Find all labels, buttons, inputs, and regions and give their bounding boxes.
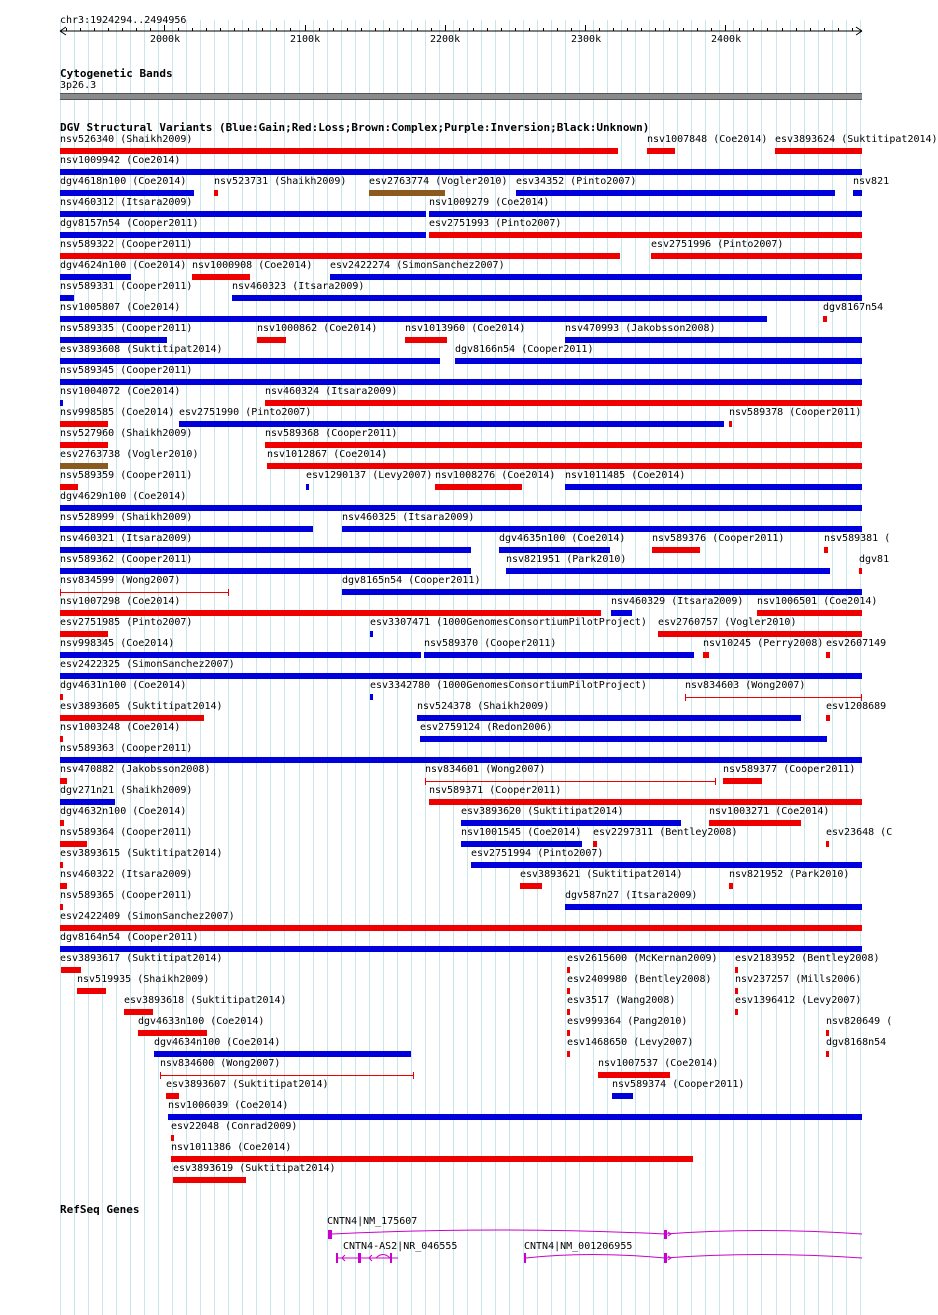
variant-label[interactable]: nsv589365 (Cooper2011): [60, 890, 193, 901]
variant-label[interactable]: esv3893619 (Suktitipat2014): [173, 1163, 336, 1174]
gene-model-cntn4-nm001206955: [524, 1253, 862, 1263]
variant-label[interactable]: esv2615600 (McKernan2009): [567, 953, 718, 964]
variant-bar-loss[interactable]: [60, 925, 862, 931]
variant-label[interactable]: nsv519935 (Shaikh2009): [77, 974, 210, 985]
variant-bar-loss[interactable]: [60, 631, 108, 637]
variant-label[interactable]: dgv4618n100 (Coe2014): [60, 176, 187, 187]
variant-label[interactable]: esv1468650 (Levy2007): [567, 1037, 694, 1048]
variant-label[interactable]: nsv237257 (Mills2006): [735, 974, 862, 985]
variant-bar-loss[interactable]: [138, 1030, 207, 1036]
variant-bar-gain[interactable]: [60, 757, 862, 763]
variant-bar-loss[interactable]: [723, 778, 762, 784]
variant-bar-loss[interactable]: [826, 1030, 829, 1036]
variant-bar-loss[interactable]: [60, 778, 67, 784]
variant-label[interactable]: esv2751990 (Pinto2007): [179, 407, 312, 418]
variant-label[interactable]: dgv8164n54 (Cooper2011): [60, 932, 199, 943]
variant-bar-loss[interactable]: [826, 715, 830, 721]
variant-label[interactable]: nsv460329 (Itsara2009): [611, 596, 744, 607]
variant-label[interactable]: esv999364 (Pang2010): [567, 1016, 688, 1027]
variant-bar-gain[interactable]: [342, 526, 862, 532]
variant-bar-gain[interactable]: [565, 337, 862, 343]
variant-label[interactable]: dgv8168n54: [826, 1037, 887, 1048]
variant-label[interactable]: nsv1007298 (Coe2014): [60, 596, 181, 607]
variant-bar-loss[interactable]: [265, 400, 862, 406]
variant-label[interactable]: nsv834603 (Wong2007): [685, 680, 806, 691]
variant-bar-loss[interactable]: [77, 988, 106, 994]
variant-bar-gain[interactable]: [429, 211, 862, 217]
variant-label[interactable]: nsv1011386 (Coe2014): [171, 1142, 292, 1153]
variant-label[interactable]: esv2759124 (Redon2006): [420, 722, 553, 733]
variant-bar-loss[interactable]: [567, 988, 570, 994]
variant-label[interactable]: nsv834600 (Wong2007): [160, 1058, 281, 1069]
variant-bar-loss[interactable]: [567, 967, 570, 973]
variant-label[interactable]: nsv834601 (Wong2007): [425, 764, 546, 775]
variant-bar-gain[interactable]: [471, 862, 862, 868]
variant-bar-loss[interactable]: [658, 631, 862, 637]
variant-bar-gain[interactable]: [60, 169, 862, 175]
variant-bar-loss[interactable]: [60, 253, 620, 259]
variant-bar-gain[interactable]: [455, 358, 862, 364]
variant-bar-loss[interactable]: [435, 484, 522, 490]
variant-bar-loss[interactable]: [859, 568, 862, 574]
variant-bar-gain[interactable]: [60, 652, 421, 658]
variant-label[interactable]: esv2409980 (Bentley2008): [567, 974, 712, 985]
variant-label[interactable]: dgv8157n54 (Cooper2011): [60, 218, 199, 229]
variant-bar-loss[interactable]: [60, 736, 63, 742]
variant-bar-loss[interactable]: [60, 610, 601, 616]
variant-bar-loss[interactable]: [826, 1051, 829, 1057]
variant-bar-loss-thin[interactable]: [160, 1075, 414, 1076]
variant-label[interactable]: nsv589374 (Cooper2011): [612, 1079, 745, 1090]
variant-bar-gain[interactable]: [853, 190, 862, 196]
variant-bar-loss[interactable]: [826, 652, 830, 658]
variant-label[interactable]: dgv4631n100 (Coe2014): [60, 680, 187, 691]
bar-cap-right: [228, 589, 229, 596]
variant-label[interactable]: nsv1008276 (Coe2014): [435, 470, 556, 481]
variant-label[interactable]: nsv524378 (Shaikh2009): [417, 701, 550, 712]
variant-label[interactable]: nsv821951 (Park2010): [506, 554, 627, 565]
variant-bar-loss[interactable]: [60, 820, 64, 826]
variant-label[interactable]: nsv1006039 (Coe2014): [168, 1100, 289, 1111]
variant-label[interactable]: esv2763738 (Vogler2010): [60, 449, 199, 460]
variant-label[interactable]: dgv8167n54: [823, 302, 884, 313]
variant-bar-gain[interactable]: [60, 337, 167, 343]
variant-bar-loss[interactable]: [60, 421, 108, 427]
variant-label[interactable]: esv23648 (C: [826, 827, 893, 838]
cyto-band-label: 3p26.3: [60, 80, 97, 91]
variant-bar-loss[interactable]: [567, 1051, 570, 1057]
variant-bar-complex[interactable]: [60, 463, 108, 469]
variant-bar-gain[interactable]: [60, 505, 862, 511]
variant-bar-loss[interactable]: [61, 967, 81, 973]
variant-label[interactable]: dgv8166n54 (Cooper2011): [455, 344, 594, 355]
variant-label[interactable]: esv1396412 (Levy2007): [735, 995, 862, 1006]
variant-label[interactable]: nsv821: [853, 176, 890, 187]
variant-bar-loss[interactable]: [652, 547, 700, 553]
variant-label[interactable]: esv2422409 (SimonSanchez2007): [60, 911, 235, 922]
variant-bar-loss[interactable]: [60, 715, 204, 721]
variant-bar-gain[interactable]: [60, 295, 74, 301]
variant-bar-gain[interactable]: [330, 274, 862, 280]
variant-bar-loss[interactable]: [824, 547, 828, 553]
bar-cap-right: [413, 1072, 414, 1079]
variant-bar-loss[interactable]: [265, 442, 862, 448]
variant-label[interactable]: nsv1003248 (Coe2014): [60, 722, 181, 733]
variant-label[interactable]: nsv460323 (Itsara2009): [232, 281, 365, 292]
variant-bar-gain[interactable]: [306, 484, 309, 490]
gene-model-cntn4-as2: [336, 1253, 398, 1263]
variant-label[interactable]: esv2607149: [826, 638, 887, 649]
variant-bar-loss[interactable]: [429, 232, 862, 238]
variant-label[interactable]: esv2422325 (SimonSanchez2007): [60, 659, 235, 670]
variant-label[interactable]: nsv523731 (Shaikh2009): [214, 176, 347, 187]
variant-label[interactable]: nsv589371 (Cooper2011): [429, 785, 562, 796]
variant-bar-loss[interactable]: [257, 337, 286, 343]
variant-bar-gain[interactable]: [420, 736, 827, 742]
variant-label[interactable]: dgv271n21 (Shaikh2009): [60, 785, 193, 796]
variant-label[interactable]: nsv527960 (Shaikh2009): [60, 428, 193, 439]
variant-label[interactable]: dgv81: [859, 554, 890, 565]
variant-label[interactable]: nsv1013960 (Coe2014): [405, 323, 526, 334]
variant-bar-loss[interactable]: [60, 484, 78, 490]
variant-label[interactable]: nsv589378 (Cooper2011): [729, 407, 862, 418]
variant-bar-loss[interactable]: [647, 148, 675, 154]
variant-bar-loss[interactable]: [171, 1135, 174, 1141]
variant-bar-loss[interactable]: [709, 820, 801, 826]
variant-label[interactable]: esv2751996 (Pinto2007): [651, 239, 784, 250]
gene-label-cntn4-nm175607[interactable]: CNTN4|NM_175607: [327, 1216, 418, 1227]
variant-bar-gain[interactable]: [424, 652, 694, 658]
variant-bar-loss[interactable]: [826, 841, 829, 847]
variant-bar-loss[interactable]: [124, 1009, 153, 1015]
variant-label[interactable]: dgv4629n100 (Coe2014): [60, 491, 187, 502]
variant-label[interactable]: nsv1012867 (Coe2014): [267, 449, 388, 460]
variant-label[interactable]: dgv8165n54 (Cooper2011): [342, 575, 481, 586]
variant-bar-gain[interactable]: [417, 715, 801, 721]
variant-bar-gain[interactable]: [154, 1051, 411, 1057]
variant-label[interactable]: esv3342780 (1000GenomesConsortiumPilotProject): [370, 680, 647, 691]
variant-label[interactable]: nsv10245 (Perry2008): [703, 638, 824, 649]
ruler-tick-2000k: 2000k: [150, 34, 181, 45]
variant-label[interactable]: nsv470993 (Jakobsson2008): [565, 323, 716, 334]
bar-cap-left: [60, 589, 61, 596]
variant-label[interactable]: esv2297311 (Bentley2008): [593, 827, 738, 838]
variant-label[interactable]: nsv589381 (: [824, 533, 891, 544]
variant-label[interactable]: nsv998585 (Coe2014): [60, 407, 175, 418]
bar-cap-left: [685, 694, 686, 701]
variant-label[interactable]: dgv4634n100 (Coe2014): [154, 1037, 281, 1048]
variant-bar-loss-thin[interactable]: [60, 592, 229, 593]
variant-label[interactable]: nsv526340 (Shaikh2009): [60, 134, 193, 145]
variant-bar-loss[interactable]: [729, 883, 733, 889]
gene-model-cntn4-nm175607: [328, 1230, 862, 1239]
variant-bar-gain[interactable]: [60, 673, 862, 679]
variant-bar-loss[interactable]: [651, 253, 862, 259]
variant-label[interactable]: esv3893618 (Suktitipat2014): [124, 995, 287, 1006]
variant-bar-loss[interactable]: [171, 1156, 693, 1162]
coords-label: chr3:1924294..2494956: [60, 15, 187, 26]
variant-bar-loss[interactable]: [60, 841, 87, 847]
variant-bar-loss[interactable]: [567, 1030, 570, 1036]
variant-bar-gain[interactable]: [60, 799, 115, 805]
variant-label[interactable]: nsv460325 (Itsara2009): [342, 512, 475, 523]
variant-bar-loss[interactable]: [214, 190, 218, 196]
variant-bar-gain[interactable]: [232, 295, 862, 301]
variant-bar-gain[interactable]: [461, 820, 681, 826]
variant-label[interactable]: nsv528999 (Shaikh2009): [60, 512, 193, 523]
variant-label[interactable]: nsv998345 (Coe2014): [60, 638, 175, 649]
variant-label[interactable]: nsv1007537 (Coe2014): [598, 1058, 719, 1069]
variant-bar-gain[interactable]: [60, 946, 862, 952]
variant-label[interactable]: nsv1005807 (Coe2014): [60, 302, 181, 313]
variant-bar-gain[interactable]: [168, 1114, 862, 1120]
variant-label[interactable]: esv2751993 (Pinto2007): [429, 218, 562, 229]
variant-bar-loss[interactable]: [735, 967, 738, 973]
variant-label[interactable]: esv2183952 (Bentley2008): [735, 953, 880, 964]
variant-bar-gain[interactable]: [565, 904, 862, 910]
variant-bar-gain[interactable]: [60, 190, 194, 196]
variant-label[interactable]: nsv589331 (Cooper2011): [60, 281, 193, 292]
variant-bar-gain[interactable]: [612, 1093, 633, 1099]
variant-label[interactable]: nsv834599 (Wong2007): [60, 575, 181, 586]
variant-label[interactable]: esv1290137 (Levy2007): [306, 470, 433, 481]
variant-label[interactable]: esv3893621 (Suktitipat2014): [520, 869, 683, 880]
variant-label[interactable]: nsv470882 (Jakobsson2008): [60, 764, 211, 775]
variant-label[interactable]: nsv589363 (Cooper2011): [60, 743, 193, 754]
variant-label[interactable]: esv3307471 (1000GenomesConsortiumPilotProject): [370, 617, 647, 628]
variant-bar-gain[interactable]: [60, 274, 131, 280]
variant-bar-gain[interactable]: [370, 631, 373, 637]
variant-bar-loss[interactable]: [593, 841, 597, 847]
variant-bar-loss[interactable]: [192, 274, 250, 280]
variant-label[interactable]: nsv589359 (Cooper2011): [60, 470, 193, 481]
variant-label[interactable]: esv2763774 (Vogler2010): [369, 176, 508, 187]
bar-cap-left: [425, 778, 426, 785]
bar-cap-right: [861, 694, 862, 701]
variant-label[interactable]: esv3893615 (Suktitipat2014): [60, 848, 223, 859]
cyto-track-title[interactable]: Cytogenetic Bands: [60, 67, 173, 80]
variant-label[interactable]: nsv589335 (Cooper2011): [60, 323, 193, 334]
variant-label[interactable]: nsv589322 (Cooper2011): [60, 239, 193, 250]
variant-label[interactable]: nsv1011485 (Coe2014): [565, 470, 686, 481]
variant-label[interactable]: nsv589362 (Cooper2011): [60, 554, 193, 565]
gene-label-cntn4-nm001206955[interactable]: CNTN4|NM_001206955: [524, 1241, 633, 1252]
variant-bar-loss[interactable]: [405, 337, 447, 343]
ruler-tick-2300k: 2300k: [571, 34, 602, 45]
variant-bar-loss[interactable]: [757, 610, 862, 616]
variant-bar-gain[interactable]: [499, 547, 610, 553]
variant-label[interactable]: dgv587n27 (Itsara2009): [565, 890, 698, 901]
variant-bar-gain[interactable]: [516, 190, 835, 196]
variant-label[interactable]: esv22048 (Conrad2009): [171, 1121, 298, 1132]
variant-label[interactable]: dgv4632n100 (Coe2014): [60, 806, 187, 817]
variant-bar-loss[interactable]: [823, 316, 827, 322]
variant-label[interactable]: nsv589376 (Cooper2011): [652, 533, 785, 544]
ruler-tick-2200k: 2200k: [430, 34, 461, 45]
variant-bar-loss[interactable]: [729, 421, 732, 427]
variant-bar-loss[interactable]: [166, 1093, 179, 1099]
variant-label[interactable]: dgv4633n100 (Coe2014): [138, 1016, 265, 1027]
variant-bar-gain[interactable]: [60, 316, 767, 322]
variant-label[interactable]: dgv4624n100 (Coe2014): [60, 260, 187, 271]
variant-bar-gain[interactable]: [506, 568, 830, 574]
variant-bar-loss[interactable]: [267, 463, 862, 469]
variant-label[interactable]: esv2751994 (Pinto2007): [471, 848, 604, 859]
refseq-gene-models[interactable]: [0, 1222, 890, 1267]
variant-label[interactable]: nsv1003271 (Coe2014): [709, 806, 830, 817]
variant-label[interactable]: nsv1006501 (Coe2014): [757, 596, 878, 607]
variant-bar-gain[interactable]: [60, 568, 471, 574]
variant-label[interactable]: esv3517 (Wang2008): [567, 995, 676, 1006]
variant-bar-gain[interactable]: [179, 421, 724, 427]
variant-bar-gain[interactable]: [60, 547, 471, 553]
variant-label[interactable]: esv2760757 (Vogler2010): [658, 617, 797, 628]
variant-bar-loss[interactable]: [598, 1072, 670, 1078]
variant-label[interactable]: esv2422274 (SimonSanchez2007): [330, 260, 505, 271]
variant-bar-loss[interactable]: [60, 442, 108, 448]
variant-bar-loss[interactable]: [567, 1009, 570, 1015]
variant-label[interactable]: nsv589345 (Cooper2011): [60, 365, 193, 376]
variant-bar-gain[interactable]: [370, 694, 373, 700]
variant-label[interactable]: esv3893605 (Suktitipat2014): [60, 701, 223, 712]
variant-bar-gain[interactable]: [60, 379, 862, 385]
bar-cap-right: [715, 778, 716, 785]
variant-bar-loss[interactable]: [735, 1009, 738, 1015]
variant-label[interactable]: nsv589368 (Cooper2011): [265, 428, 398, 439]
variant-label[interactable]: nsv821952 (Park2010): [729, 869, 850, 880]
variant-label[interactable]: esv3893624 (Suktitipat2014): [775, 134, 938, 145]
variant-label[interactable]: nsv1000908 (Coe2014): [192, 260, 313, 271]
variant-bar-loss[interactable]: [173, 1177, 246, 1183]
variant-label[interactable]: esv3893620 (Suktitipat2014): [461, 806, 624, 817]
variant-bar-gain[interactable]: [60, 358, 440, 364]
variant-bar-complex[interactable]: [369, 190, 445, 196]
variant-label[interactable]: nsv589377 (Cooper2011): [723, 764, 856, 775]
variant-label[interactable]: nsv1001545 (Coe2014): [461, 827, 582, 838]
variant-label[interactable]: esv3893617 (Suktitipat2014): [60, 953, 223, 964]
variant-bar-loss[interactable]: [735, 988, 738, 994]
variant-label[interactable]: nsv460312 (Itsara2009): [60, 197, 193, 208]
variant-bar-gain[interactable]: [342, 589, 862, 595]
variant-label[interactable]: esv3893607 (Suktitipat2014): [166, 1079, 329, 1090]
variant-label[interactable]: nsv589370 (Cooper2011): [424, 638, 557, 649]
variant-bar-gain[interactable]: [60, 526, 313, 532]
ruler-tick-2100k: 2100k: [290, 34, 321, 45]
variant-label[interactable]: esv2751985 (Pinto2007): [60, 617, 193, 628]
variant-label[interactable]: nsv460322 (Itsara2009): [60, 869, 193, 880]
variant-bar-gain[interactable]: [611, 610, 632, 616]
variant-bar-loss[interactable]: [60, 694, 63, 700]
cyto-band-bar[interactable]: [60, 93, 862, 100]
variant-bar-gain[interactable]: [60, 211, 426, 217]
variant-label[interactable]: nsv1007848 (Coe2014): [647, 134, 768, 145]
gene-label-cntn4-as2[interactable]: CNTN4-AS2|NR_046555: [343, 1241, 458, 1252]
variant-label[interactable]: nsv460321 (Itsara2009): [60, 533, 193, 544]
variant-bar-gain[interactable]: [60, 232, 426, 238]
variant-bar-gain[interactable]: [461, 841, 582, 847]
variant-bar-loss[interactable]: [520, 883, 542, 889]
ruler-tick-2400k: 2400k: [711, 34, 742, 45]
variant-bar-loss[interactable]: [775, 148, 862, 154]
variant-bar-loss-thin[interactable]: [685, 697, 862, 698]
variant-label[interactable]: nsv1004072 (Coe2014): [60, 386, 181, 397]
variant-bar-loss[interactable]: [60, 148, 618, 154]
variant-label[interactable]: nsv820649 (: [826, 1016, 893, 1027]
variant-label[interactable]: esv34352 (Pinto2007): [516, 176, 637, 187]
variant-label[interactable]: nsv1000862 (Coe2014): [257, 323, 378, 334]
dgv-track-title[interactable]: DGV Structural Variants (Blue:Gain;Red:Loss;Brown:Complex;Purple:Inversion;Black:Unknown): [60, 121, 650, 134]
variant-bar-loss[interactable]: [703, 652, 709, 658]
variant-label[interactable]: nsv1009279 (Coe2014): [429, 197, 550, 208]
variant-label[interactable]: dgv4635n100 (Coe2014): [499, 533, 626, 544]
refseq-track-title[interactable]: RefSeq Genes: [60, 1203, 140, 1216]
variant-bar-loss[interactable]: [60, 904, 63, 910]
variant-label[interactable]: nsv460324 (Itsara2009): [265, 386, 398, 397]
variant-label[interactable]: esv1208689: [826, 701, 887, 712]
variant-bar-gain[interactable]: [60, 400, 63, 406]
variant-bar-loss[interactable]: [60, 883, 67, 889]
variant-label[interactable]: nsv1009942 (Coe2014): [60, 155, 181, 166]
variant-label[interactable]: nsv589364 (Cooper2011): [60, 827, 193, 838]
variant-bar-loss-thin[interactable]: [425, 781, 716, 782]
variant-bar-loss[interactable]: [60, 862, 63, 868]
variant-bar-gain[interactable]: [565, 484, 862, 490]
variant-label[interactable]: esv3893608 (Suktitipat2014): [60, 344, 223, 355]
bar-cap-left: [160, 1072, 161, 1079]
variant-bar-loss[interactable]: [429, 799, 862, 805]
